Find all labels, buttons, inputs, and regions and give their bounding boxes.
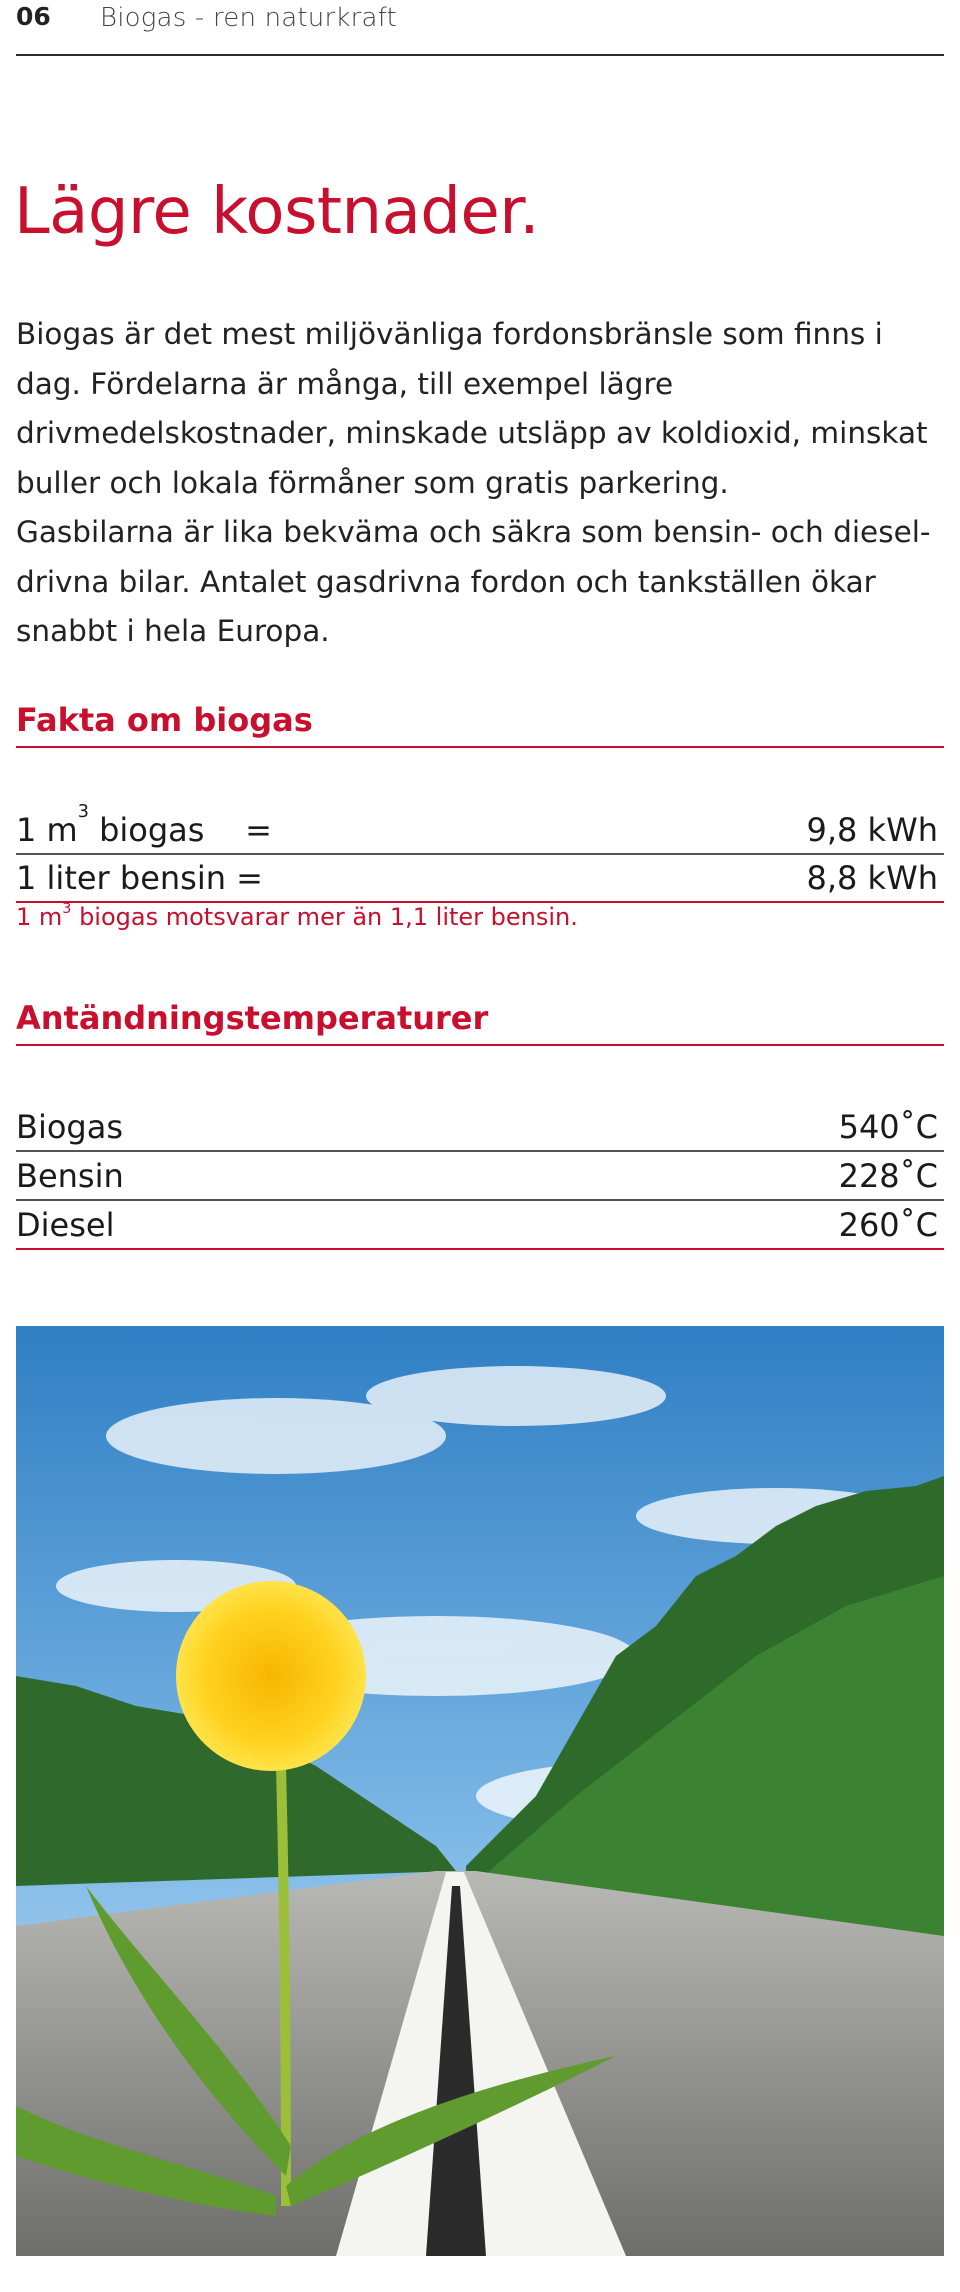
ignition-row-bensin — [16, 1153, 944, 1201]
ignition-value: 228˚C — [838, 1157, 938, 1195]
ignition-label: Biogas — [16, 1108, 124, 1146]
ignition-row-diesel — [16, 1202, 944, 1250]
fact-label: 1 $m^3$ biogas = — [16, 802, 272, 849]
page-header — [16, 0, 944, 56]
dandelion-road-photo — [16, 1326, 944, 2256]
ignition-value: 540˚C — [838, 1108, 938, 1146]
ignition-heading: Antändningstemperaturer — [16, 998, 944, 1046]
fact-value: 8,8 kWh — [806, 859, 938, 897]
fact-row-biogas — [16, 802, 944, 855]
page-number: 06 — [16, 2, 51, 31]
ignition-label: Bensin — [16, 1157, 124, 1195]
ignition-row-biogas — [16, 1104, 944, 1152]
fact-value: 9,8 kWh — [806, 811, 938, 849]
fact-label: 1 liter bensin = — [16, 859, 263, 897]
body-text — [16, 310, 946, 657]
fact-row-bensin — [16, 855, 944, 903]
ignition-value: 260˚C — [838, 1206, 938, 1244]
paragraph-2: Gasbilarna är lika bekväma och säkra som bensin- och diesel-drivna bilar. Antalet gasdrivna fordon och tankställen ökar snabbt i hela Europa. — [16, 515, 931, 648]
paragraph-1: Biogas är det mest miljövänliga fordonsbränsle som finns i dag. Fördelarna är många, till exempel lägre drivmedelskostnader, minskade utsläpp av koldioxid, minskat buller och lokala förmåner som gratis parkering. — [16, 317, 928, 500]
facts-note: 1 $m^3$ biogas motsvarar mer än 1,1 liter bensin. — [16, 901, 578, 931]
running-title: Biogas - ren naturkraft — [100, 3, 397, 33]
page-title: Lägre kostnader. — [14, 175, 540, 249]
facts-heading: Fakta om biogas — [16, 700, 944, 748]
ignition-label: Diesel — [16, 1206, 115, 1244]
